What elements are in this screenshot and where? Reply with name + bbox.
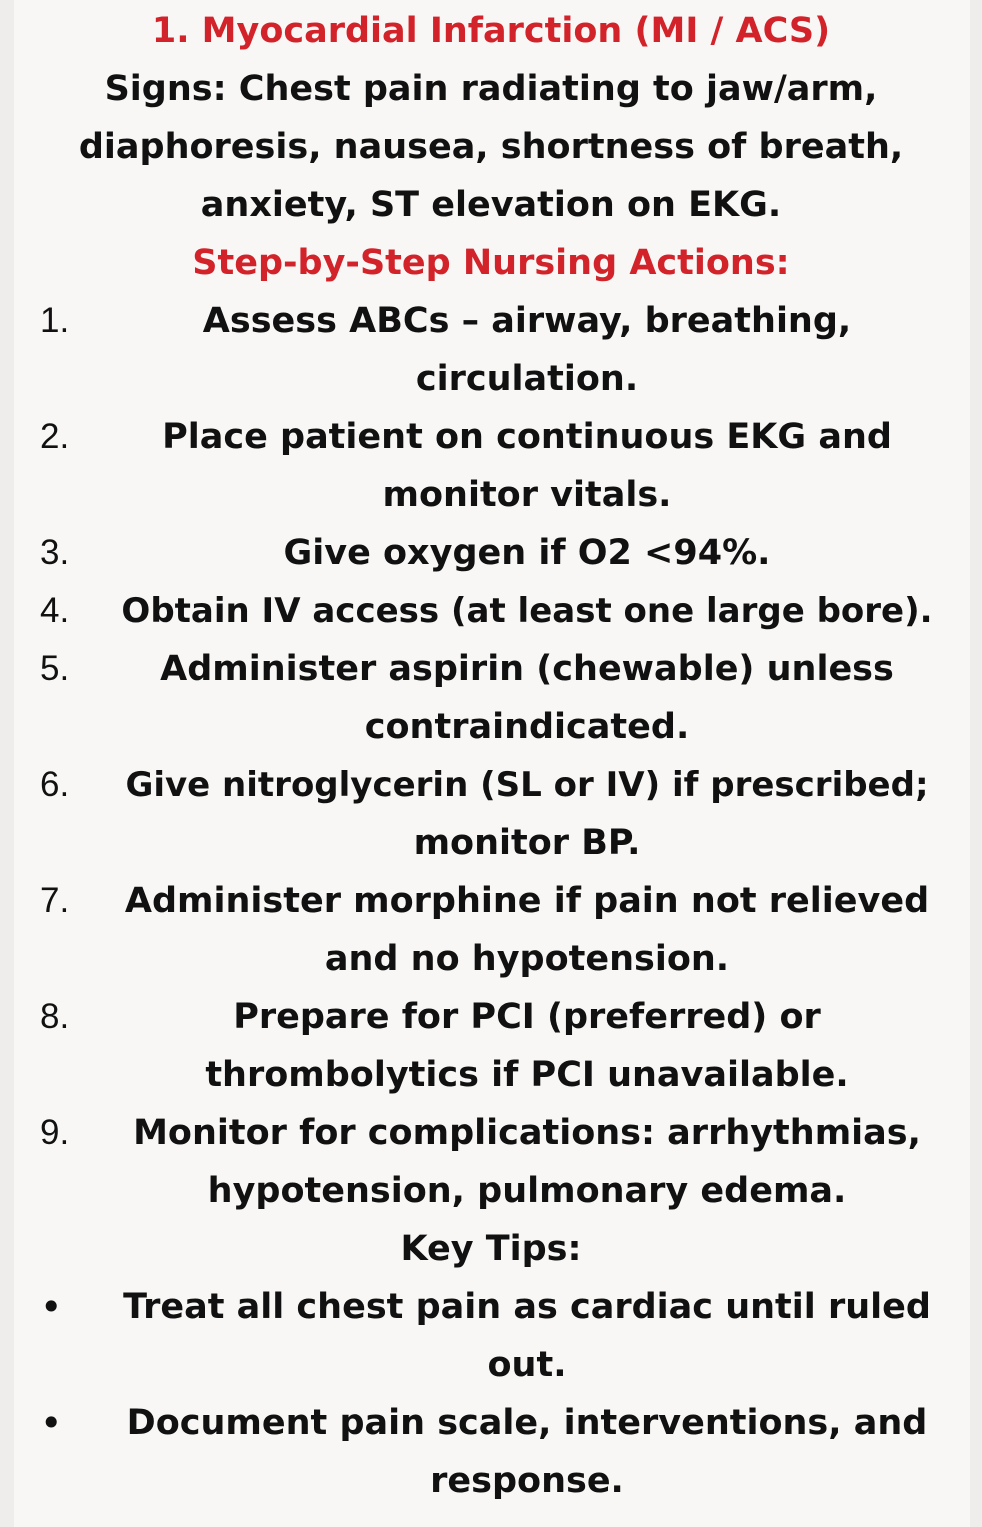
step-number: 1. [40,301,70,340]
step-number: 5. [40,649,70,688]
step-text: Give nitroglycerin (SL or IV) if prescribed; [125,765,929,805]
signs-line-3: anxiety, ST elevation on EKG. [200,185,782,225]
step-text: Administer aspirin (chewable) unless [160,649,894,689]
step-text: circulation. [415,359,639,399]
step-number: 2. [40,417,70,456]
step-number: 3. [40,533,70,572]
step-text: Administer morphine if pain not relieved [124,881,930,921]
step-number: 6. [40,765,70,804]
step-text: and no hypotension. [324,939,730,979]
bullet-icon: • [40,1285,63,1329]
tip-text: Treat all chest pain as cardiac until ruled [123,1287,931,1327]
tips-heading: Key Tips: [400,1229,582,1269]
step-number: 8. [40,997,70,1036]
bullet-icon: • [40,1401,63,1445]
step-number: 9. [40,1113,70,1152]
step-text: monitor vitals. [382,475,672,515]
tip-text: out. [487,1345,567,1385]
step-text: thrombolytics if PCI unavailable. [205,1055,849,1095]
actions-heading: Step-by-Step Nursing Actions: [192,243,790,283]
step-number: 4. [40,591,70,630]
page-title: 1. Myocardial Infarction (MI / ACS) [151,11,831,51]
step-text: Obtain IV access (at least one large bore). [121,591,933,631]
step-text: hypotension, pulmonary edema. [207,1171,847,1211]
step-text: contraindicated. [364,707,690,747]
step-text: Place patient on continuous EKG and [162,417,892,457]
tip-text: Document pain scale, interventions, and [126,1403,928,1443]
step-number: 7. [40,881,70,920]
step-text: monitor BP. [413,823,641,863]
step-text: Assess ABCs – airway, breathing, [202,301,852,341]
signs-line-1: Signs: Chest pain radiating to jaw/arm, [104,69,878,109]
tip-text: response. [430,1461,624,1501]
step-text: Prepare for PCI (preferred) or [233,997,821,1037]
step-text: Monitor for complications: arrhythmias, [133,1113,921,1153]
signs-line-2: diaphoresis, nausea, shortness of breath, [78,127,904,167]
step-text: Give oxygen if O2 <94%. [283,533,771,573]
